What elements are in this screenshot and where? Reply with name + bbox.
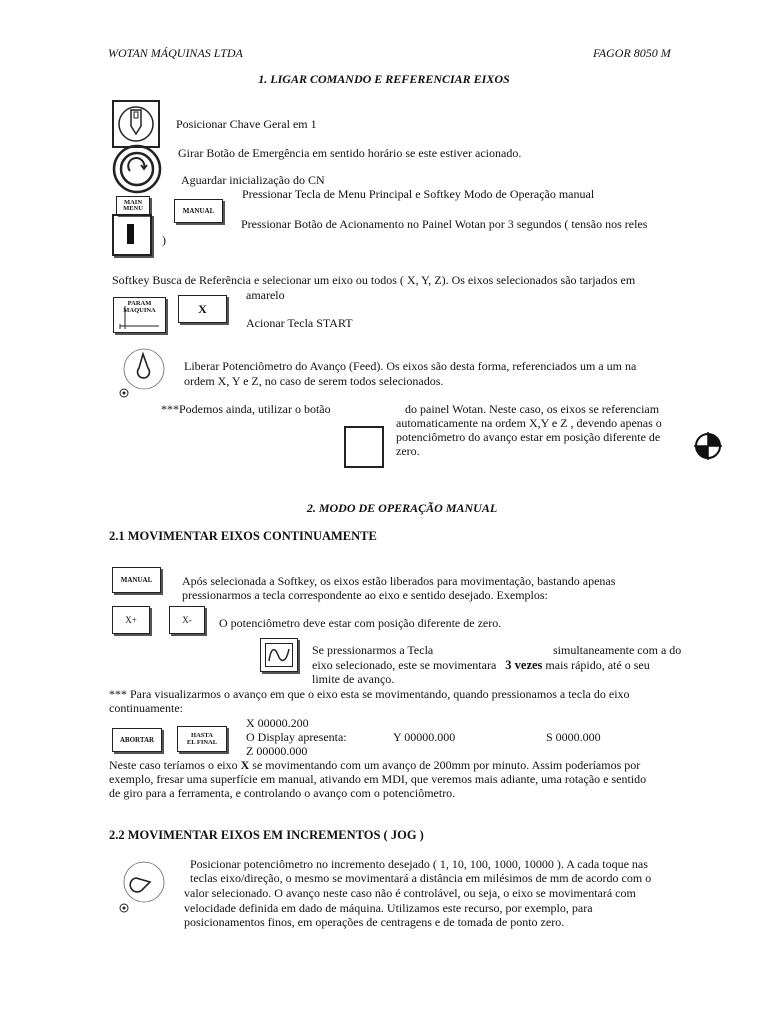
display-s: S 0000.000 (546, 730, 601, 744)
feed-release-line1: Liberar Potenciômetro do Avanço (Feed). Os eixos são desta forma, referenciados um a um na (184, 359, 637, 373)
step-power-button: Pressionar Botão de Acionamento no Painel Wotan por 3 segundos ( tensão nos reles (241, 217, 648, 231)
main-menu-key-line2: MENU (123, 204, 143, 212)
rapid-line2-a: eixo selecionado, este se movimentara (312, 658, 497, 672)
rapid-line1-b: simultaneamente com a do (553, 643, 682, 657)
alt-button-line4: zero. (396, 444, 420, 458)
x-minus-key: X- (169, 606, 205, 634)
machine-reference-key (113, 297, 166, 333)
jog-line1: Posicionar potenciômetro no incremento desejado ( 1, 10, 100, 1000, 10000 ). A cada toque nas (190, 857, 648, 871)
rapid-times: 3 vezes (505, 658, 543, 672)
jog-line2: teclas eixo/direção, o mesmo se movimentará a distância em milésimos de mm de acordo com o (190, 871, 652, 885)
feed-release-line2: ordem X, Y e Z, no caso de serem todos selecionados. (184, 374, 444, 388)
rapid-line3: limite de avanço. (312, 672, 395, 686)
power-bar-icon (127, 224, 134, 244)
manual-move-line2: pressionarmos a tecla correspondente ao eixo e sentido desejado. Exemplos: (182, 588, 548, 602)
header-model: FAGOR 8050 M (593, 46, 671, 60)
display-label: O Display apresenta: (246, 730, 347, 744)
machine-reference-key-label (114, 300, 165, 314)
display-y: Y 00000.000 (393, 730, 456, 744)
potentiometer-note: O potenciômetro deve estar com posição diferente de zero. (219, 616, 502, 630)
step-wait-cnc: Aguardar inicialização do CN (181, 173, 325, 187)
rapid-line1-a: Se pressionarmos a Tecla (312, 643, 434, 657)
start-power-button-icon (112, 214, 152, 256)
step-power-paren: ) (162, 233, 166, 247)
example-line1 (109, 758, 699, 772)
alt-button-intro: ***Podemos ainda, utilizar o botão (161, 402, 331, 416)
example-line1-a: Neste caso teríamos o eixo (109, 758, 238, 772)
manual-move-line1: Após selecionada a Softkey, os eixos estão liberados para movimentação, bastando apenas (182, 574, 616, 588)
reference-zero-icon (694, 432, 722, 460)
section-1-title: 1. LIGAR COMANDO E REFERENCIAR EIXOS (258, 72, 510, 86)
auto-reference-button-icon (344, 426, 384, 468)
rapid-wave-icon (266, 644, 292, 666)
rapid-line2-c: mais rápido, até o seu (545, 658, 650, 672)
alt-button-line2: automaticamente na ordem X,Y e Z , devendo apenas o (396, 416, 662, 430)
rapid-key-frame (265, 643, 293, 667)
section-2-title: 2. MODO DE OPERAÇÃO MANUAL (306, 501, 498, 515)
x-plus-key: X+ (112, 606, 150, 634)
step-start-key: Acionar Tecla START (246, 316, 353, 330)
jog-line3: valor selecionado. O avanço neste caso não é controlável, ou seja, o eixo se movimentará com (184, 886, 636, 900)
rapid-key (260, 638, 298, 672)
jog-potentiometer-icon (112, 856, 170, 916)
alt-button-line3: potenciômetro do avanço estar em posição diferente de (396, 430, 661, 444)
step-main-switch: Posicionar Chave Geral em 1 (176, 117, 317, 131)
example-axis: X (240, 758, 250, 772)
param-key-line2: MAQUINA (123, 307, 156, 314)
example-line2: exemplo, fresar uma superfície em manual, ativando em MDI, que veremos mais adiante, uma rotação e sentido (109, 772, 647, 786)
header-company: WOTAN MÁQUINAS LTDA (108, 46, 243, 60)
jog-line4: velocidade definida em dado de máquina. Utilizamos este recurso, por exemplo, para (184, 901, 593, 915)
main-switch-icon (112, 100, 160, 148)
emergency-button-icon (112, 144, 162, 194)
display-z: Z 00000.000 (246, 744, 308, 758)
feed-view-line2: continuamente: (109, 701, 183, 715)
param-key-line1: PARAM (127, 300, 152, 307)
cycle-end-key-line2: EL FINAL (186, 739, 218, 746)
reference-search-line1: Softkey Busca de Referência e selecionar um eixo ou todos ( X, Y, Z). Os eixos selecionados são tarjados em (112, 273, 636, 287)
display-x: X 00000.200 (246, 716, 309, 730)
x-axis-softkey: X (178, 295, 227, 323)
cycle-end-key-line1: HASTA (191, 732, 213, 739)
reference-search-line2: amarelo (246, 288, 285, 302)
manual-softkey: MANUAL (174, 199, 223, 223)
feed-potentiometer-icon (112, 342, 172, 402)
manual-softkey-2: MANUAL (112, 567, 161, 593)
step-main-menu: Pressionar Tecla de Menu Principal e Softkey Modo de Operação manual (242, 187, 595, 201)
main-menu-key (116, 196, 150, 215)
subsection-2-1-title: 2.1 MOVIMENTAR EIXOS CONTINUAMENTE (109, 529, 377, 543)
subsection-2-2-title: 2.2 MOVIMENTAR EIXOS EM INCREMENTOS ( JOG ) (109, 828, 424, 842)
example-line3: de giro para a ferramenta, e controlando o avanço com o potenciômetro. (109, 786, 456, 800)
cycle-end-key (177, 726, 227, 752)
alt-button-line1: do painel Wotan. Neste caso, os eixos se referenciam (405, 402, 660, 416)
step-emergency: Girar Botão de Emergência em sentido horário se este estiver acionado. (178, 146, 522, 160)
main-menu-key-line1: MAIN (123, 198, 143, 206)
example-line1-b: se movimentando com um avanço de 200mm por minuto. Assim poderíamos por (252, 758, 641, 772)
jog-line5: posicionamentos finos, em operações de centragens e de tomada de ponto zero. (184, 915, 565, 929)
feed-view-line1: *** Para visualizarmos o avanço em que o eixo esta se movimentando, quando pressionamos a tecla do eixo (109, 687, 630, 701)
abort-key: ABORTAR (112, 728, 162, 752)
rapid-line2 (312, 658, 696, 672)
